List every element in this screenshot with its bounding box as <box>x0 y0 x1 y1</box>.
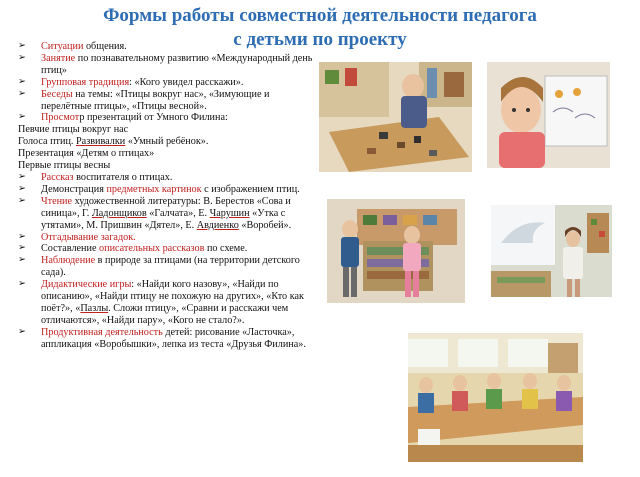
photo-children-picture-stand <box>327 199 465 303</box>
activity-item <box>18 53 318 77</box>
bullet-arrow-icon: ➢ <box>18 243 26 254</box>
underlined-name: Развивалки <box>76 136 126 148</box>
bullet-arrow-icon: ➢ <box>18 112 26 123</box>
underlined-name: Авдиенко <box>196 219 239 231</box>
bullet-arrow-icon: ➢ <box>18 52 26 63</box>
activity-text: по схеме. <box>204 243 248 255</box>
bullet-arrow-icon: ➢ <box>18 279 26 290</box>
activity-item <box>18 148 318 160</box>
photo-children-picture-stand-image <box>327 199 465 303</box>
activity-item <box>18 112 318 124</box>
activity-keyword: Беседы <box>41 88 73 100</box>
bullet-arrow-icon: ➢ <box>18 255 26 266</box>
activity-keyword: Наблюдение <box>41 255 96 267</box>
activity-text: Демонстрация <box>41 183 107 195</box>
activity-text: детей: рисование «Ласточка», аппликация «Воробышки», лепка из теста «Друзья Филина». <box>41 326 306 350</box>
activity-text: Составление <box>41 243 100 255</box>
activity-keyword: Дидактические игры <box>41 279 132 291</box>
activity-text: : «Найди кого назову», «Найди по описанию», «Найди птицу не похожую на других», «Кто как поёт?», « <box>41 279 304 314</box>
page-title-line-2: с детьми по проекту <box>233 29 407 50</box>
bullet-arrow-icon: ➢ <box>18 41 26 51</box>
activity-keyword: Чтение <box>41 195 73 207</box>
activity-item <box>18 89 318 113</box>
activity-item <box>18 77 318 89</box>
photo-children-at-tables-image <box>408 333 583 462</box>
activity-item <box>18 184 318 196</box>
photo-boy-puzzle-table <box>319 62 472 172</box>
photo-girl-whiteboard <box>487 62 610 168</box>
activity-item <box>18 124 318 136</box>
activity-text: Первые птицы весны <box>18 160 111 172</box>
activity-keyword: Групповая традиция <box>41 76 130 88</box>
bullet-arrow-icon: ➢ <box>18 183 26 194</box>
activity-text: р презентаций от Умного Филина: <box>79 112 228 124</box>
photo-boy-puzzle-table-image <box>319 62 472 172</box>
activity-item <box>18 327 318 351</box>
activity-keyword: Занятие <box>41 52 76 64</box>
activity-text: общения. <box>83 41 127 52</box>
activity-item <box>18 255 318 279</box>
activity-text: по познавательному развитию «Международный день птиц» <box>41 52 313 76</box>
activity-item <box>18 232 318 244</box>
activity-keyword: Ситуации <box>41 41 84 52</box>
photo-teacher-presentation-image <box>491 205 612 297</box>
bullet-arrow-icon: ➢ <box>18 231 26 242</box>
underlined-name: Чарушин <box>209 207 250 219</box>
bullet-arrow-icon: ➢ <box>18 171 26 182</box>
activity-text: «Умный ребёнок». <box>125 136 209 148</box>
activity-keyword: Просмот <box>41 112 80 124</box>
activity-text: Певчие птицы вокруг нас <box>18 124 129 136</box>
activity-item <box>18 136 318 148</box>
activity-text: Голоса птиц. <box>18 136 77 148</box>
activity-list <box>18 41 318 351</box>
activity-text: «Утка с утятами», М. Пришвин «Дятел», Е. <box>41 207 286 231</box>
page-title-line-1: Формы работы совместной деятельности педагога <box>103 5 537 26</box>
activity-text: в природе за птицами (на территории детского сада). <box>41 255 300 279</box>
activity-keyword: предметных картинок <box>106 183 202 195</box>
activity-item <box>18 243 318 255</box>
activity-item <box>18 160 318 172</box>
activity-text: Презентация «Детям о птицах» <box>18 148 155 160</box>
bullet-arrow-icon: ➢ <box>18 76 26 87</box>
activity-keyword: Отгадывание загадок. <box>41 231 136 243</box>
activity-item <box>18 172 318 184</box>
activity-item <box>18 196 318 232</box>
underlined-name: Пазлы <box>80 302 109 314</box>
activity-text: воспитателя о птицах. <box>73 171 173 183</box>
photo-girl-whiteboard-image <box>487 62 610 168</box>
underlined-name: Ладонщиков <box>91 207 147 219</box>
bullet-arrow-icon: ➢ <box>18 88 26 99</box>
bullet-arrow-icon: ➢ <box>18 195 26 206</box>
activity-text: «Воробей». <box>238 219 292 231</box>
activity-text: художественной литературы: В. Берестов «Сова и синица», Г. <box>41 195 291 219</box>
activity-item <box>18 41 318 53</box>
activity-item <box>18 279 318 327</box>
activity-keyword: Рассказ <box>41 171 74 183</box>
photo-children-at-tables <box>408 333 583 462</box>
activity-keyword: описательных рассказов <box>99 243 205 255</box>
photo-teacher-presentation <box>491 205 612 297</box>
activity-keyword: Продуктивная деятельность <box>41 326 163 338</box>
activity-text: : «Кого увидел расскажи». <box>129 76 244 88</box>
activity-text: с изображением птиц. <box>201 183 300 195</box>
activity-text: «Галчата», Е. <box>146 207 210 219</box>
activity-text: . Сложи птицу», «Сравни и расскажи чем отличаются», «Найди пару», «Кого не стало?». <box>41 302 289 326</box>
activity-text: на темы: «Птицы вокруг нас», «Зимующие и перелётные птицы», «Птицы весной». <box>41 88 270 112</box>
bullet-arrow-icon: ➢ <box>18 326 26 337</box>
